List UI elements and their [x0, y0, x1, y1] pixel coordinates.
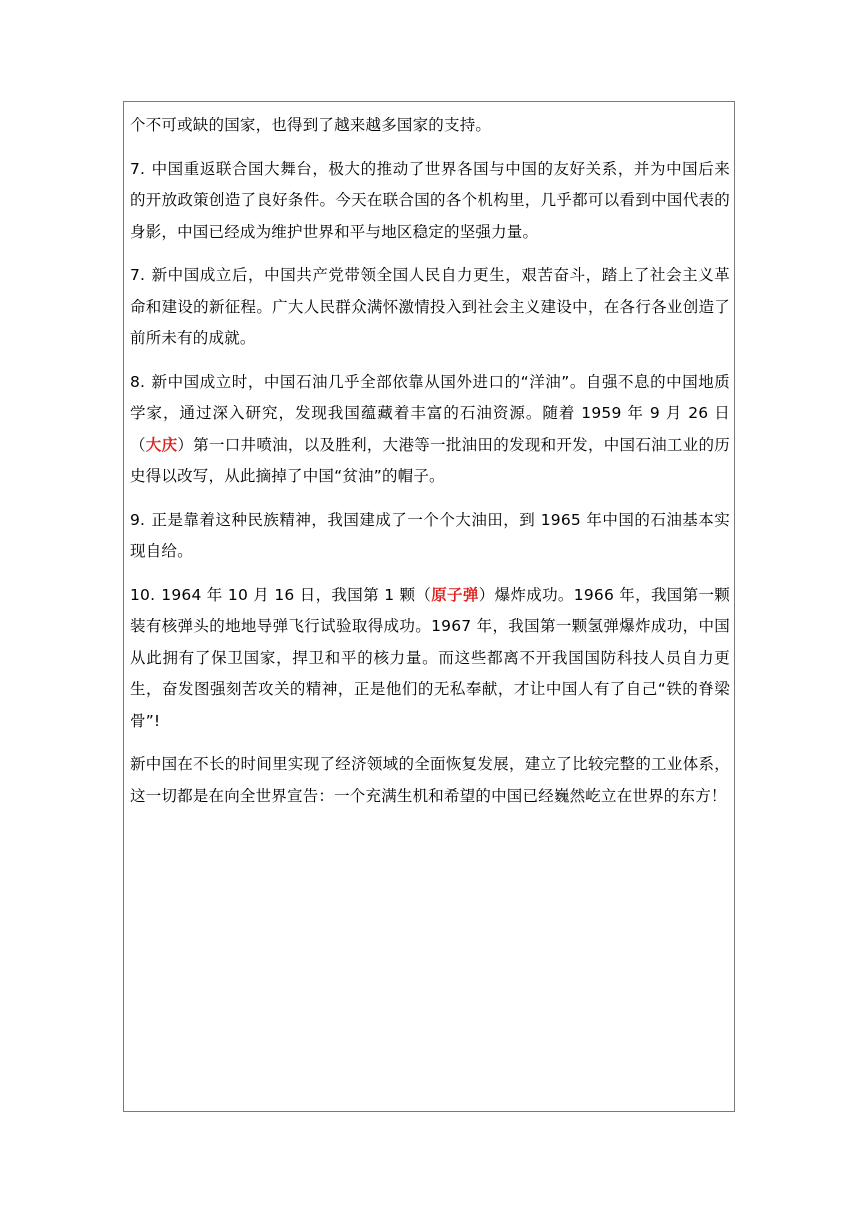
paragraph-text: 个不可或缺的国家，也得到了越来越多国家的支持。: [130, 116, 492, 134]
paragraph-text-after: ）爆炸成功。1966 年，我国第一颗装有核弹头的地地导弹飞行试验取得成功。1967 年，我国第一颗氢弹爆炸成功，中国从此拥有了保卫国家，捍卫和平的核力量。而这些都离不开我国国防科技人员自力更生，奋发图强刻苦攻关的精神，正是他们的无私奉献，才让中国人有了自己“铁的脊梁骨”!: [130, 585, 730, 730]
paragraph-text: 正是靠着这种民族精神，我国建成了一个个大油田，到 1965 年中国的石油基本实现自给。: [130, 510, 730, 560]
highlight-answer-atomic-bomb: 原子弹: [431, 585, 479, 604]
highlight-answer-daqing: 大庆: [145, 435, 178, 454]
paragraph-text-before: 1964 年 10 月 16 日，我国第 1 颗（: [161, 585, 432, 604]
paragraph-text: 中国重返联合国大舞台，极大的推动了世界各国与中国的友好关系，并为中国后来的开放政策创造了良好条件。今天在联合国的各个机构里，几乎都可以看到中国代表的身影，中国已经成为维护世界和平与地区稳定的坚强力量。: [130, 159, 730, 241]
paragraph-text-before: 新中国成立时，中国石油几乎全部依靠从国外进口的“洋油”。自强不息的中国地质学家，通过深入研究，发现我国蕴藏着丰富的石油资源。随着 1959 年 9 月 26 日（: [130, 372, 730, 454]
paragraph-conclusion: [130, 749, 730, 812]
paragraph-number: 8.: [130, 372, 146, 391]
paragraph-10-atomic-bomb: [130, 580, 730, 738]
paragraph-number: 10.: [130, 585, 156, 604]
paragraph-9-self-sufficiency: [130, 505, 730, 568]
paragraph-8-oil: [130, 367, 730, 493]
paragraph-text-after: ）第一口井喷油，以及胜利，大港等一批油田的发现和开发，中国石油工业的历史得以改写，从此摘掉了中国“贫油”的帽子。: [130, 435, 730, 485]
paragraph-number: 7.: [130, 266, 146, 284]
paragraph-continuation: [130, 110, 730, 142]
paragraph-text: 新中国在不长的时间里实现了经济领域的全面恢复发展，建立了比较完整的工业体系，这一切都是在向全世界宣告：一个充满生机和希望的中国已经巍然屹立在世界的东方！: [130, 755, 730, 805]
paragraph-7-un: [130, 154, 730, 249]
paragraph-number: 9.: [130, 510, 146, 529]
document-body: [130, 110, 730, 812]
paragraph-number: 7.: [130, 159, 146, 178]
paragraph-text: 新中国成立后，中国共产党带领全国人民自力更生，艰苦奋斗，踏上了社会主义革命和建设的新征程。广大人民群众满怀激情投入到社会主义建设中，在各行各业创造了前所未有的成就。: [130, 266, 730, 347]
paragraph-7-construction: [130, 260, 730, 355]
